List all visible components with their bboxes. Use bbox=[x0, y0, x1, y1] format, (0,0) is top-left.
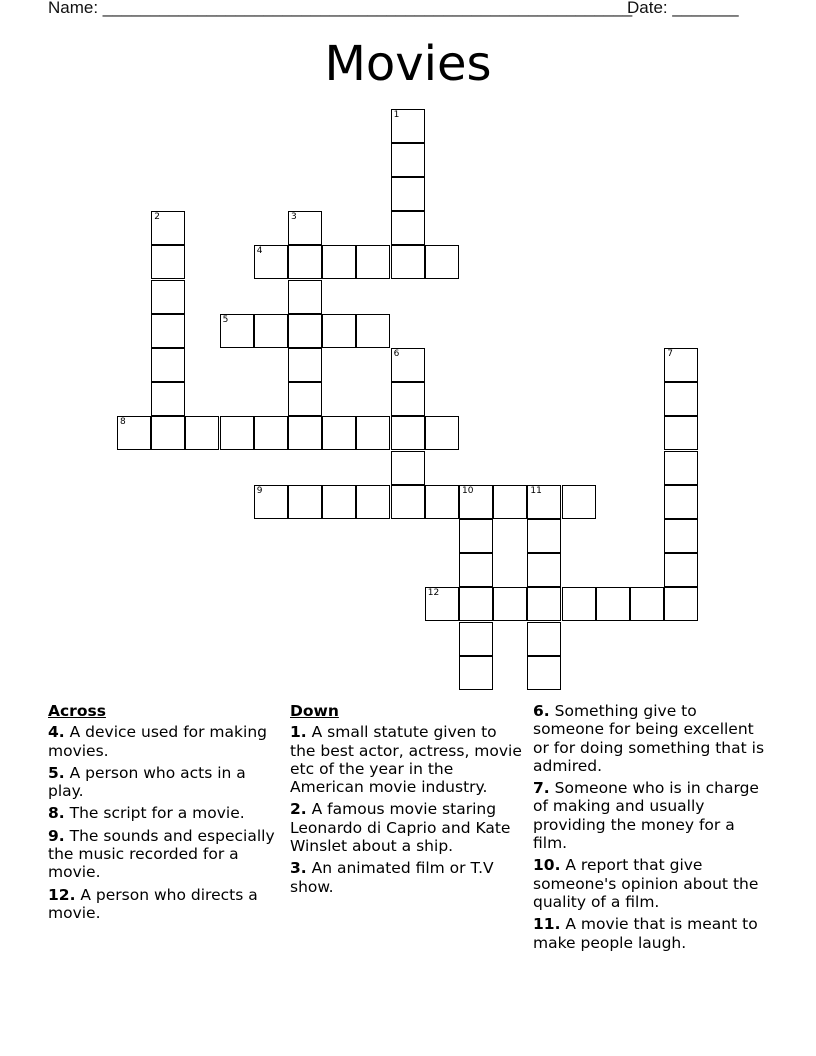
clue-number: 1. bbox=[290, 723, 307, 742]
clue-number: 8. bbox=[48, 804, 65, 823]
crossword-cell[interactable] bbox=[459, 587, 493, 621]
cell-number: 9 bbox=[256, 485, 263, 496]
crossword-cell[interactable] bbox=[391, 211, 425, 245]
cell-number: 12 bbox=[427, 588, 440, 599]
cell-number: 2 bbox=[154, 212, 160, 223]
crossword-cell[interactable] bbox=[664, 485, 698, 519]
crossword-cell[interactable] bbox=[254, 245, 288, 279]
crossword-cell[interactable] bbox=[562, 485, 596, 519]
crossword-cell[interactable] bbox=[391, 382, 425, 416]
crossword-cell[interactable] bbox=[391, 416, 425, 450]
clue-text: The sounds and especially the music recorded for a movie. bbox=[48, 826, 275, 882]
crossword-cell[interactable] bbox=[630, 587, 664, 621]
clue-number: 2. bbox=[290, 800, 307, 819]
crossword-cell[interactable] bbox=[356, 485, 390, 519]
crossword-cell[interactable] bbox=[151, 416, 185, 450]
crossword-cell[interactable] bbox=[391, 245, 425, 279]
crossword-cell[interactable] bbox=[117, 416, 151, 450]
crossword-cell[interactable] bbox=[664, 382, 698, 416]
crossword-cell[interactable] bbox=[527, 587, 561, 621]
clue-text: A report that give someone's opinion about the quality of a film. bbox=[533, 856, 759, 911]
crossword-cell[interactable] bbox=[562, 587, 596, 621]
clue-down-10 bbox=[533, 856, 769, 911]
clue-across-12 bbox=[48, 886, 284, 923]
crossword-cell[interactable] bbox=[151, 245, 185, 279]
date-field[interactable]: Date: _______ bbox=[627, 0, 739, 17]
clue-text: A famous movie staring Leonardo di Caprio and Kate Winslet about a ship. bbox=[290, 800, 511, 856]
clue-text: Someone who is in charge of making and usually providing the money for a film. bbox=[533, 779, 759, 853]
crossword-cell[interactable] bbox=[220, 416, 254, 450]
crossword-cell[interactable] bbox=[459, 519, 493, 553]
crossword-cell[interactable] bbox=[527, 622, 561, 656]
crossword-cell[interactable] bbox=[425, 245, 459, 279]
clue-number: 7. bbox=[533, 779, 550, 798]
crossword-cell[interactable] bbox=[596, 587, 630, 621]
clue-down-3 bbox=[290, 859, 524, 896]
crossword-cell[interactable] bbox=[391, 143, 425, 177]
crossword-cell[interactable] bbox=[322, 485, 356, 519]
crossword-cell[interactable] bbox=[391, 177, 425, 211]
clue-number: 11. bbox=[533, 915, 561, 934]
crossword-cell[interactable] bbox=[664, 348, 698, 382]
crossword-cell[interactable] bbox=[425, 416, 459, 450]
crossword-cell[interactable] bbox=[185, 416, 219, 450]
cell-number: 4 bbox=[256, 246, 263, 257]
crossword-cell[interactable] bbox=[664, 553, 698, 587]
cell-number: 1 bbox=[393, 109, 400, 120]
crossword-cell[interactable] bbox=[391, 348, 425, 382]
crossword-cell[interactable] bbox=[356, 416, 390, 450]
clue-text: An animated film or T.V show. bbox=[290, 859, 494, 896]
crossword-cell[interactable] bbox=[220, 314, 254, 348]
clue-across-9 bbox=[48, 827, 284, 882]
down-heading: Down bbox=[290, 702, 339, 720]
page-title: Movies bbox=[324, 36, 492, 92]
crossword-cell[interactable] bbox=[493, 485, 527, 519]
crossword-cell[interactable] bbox=[288, 280, 322, 314]
crossword-cell[interactable] bbox=[527, 519, 561, 553]
cell-number: 11 bbox=[530, 485, 542, 496]
clue-down-6 bbox=[533, 702, 769, 775]
crossword-cell[interactable] bbox=[254, 485, 288, 519]
crossword-cell[interactable] bbox=[288, 382, 322, 416]
cell-number: 6 bbox=[393, 349, 400, 359]
cell-number: 5 bbox=[222, 314, 229, 325]
crossword-cell[interactable] bbox=[288, 348, 322, 382]
crossword-cell[interactable] bbox=[288, 485, 322, 519]
clue-number: 12. bbox=[48, 885, 76, 904]
cell-number: 7 bbox=[667, 349, 673, 359]
crossword-cell[interactable] bbox=[322, 314, 356, 348]
crossword-cell[interactable] bbox=[459, 622, 493, 656]
clue-down-7 bbox=[533, 779, 769, 852]
clue-down-1 bbox=[290, 723, 524, 796]
clue-text: A movie that is meant to make people laugh. bbox=[533, 915, 758, 952]
down-clues-continued bbox=[533, 702, 769, 956]
clue-number: 3. bbox=[290, 859, 307, 878]
crossword-cell[interactable] bbox=[288, 416, 322, 450]
name-field[interactable]: Name: ________________________________________________________ bbox=[48, 0, 633, 17]
clue-across-5 bbox=[48, 764, 284, 801]
crossword-cell[interactable] bbox=[254, 416, 288, 450]
crossword-cell[interactable] bbox=[391, 485, 425, 519]
clue-down-11 bbox=[533, 915, 769, 952]
crossword-cell[interactable] bbox=[288, 211, 322, 245]
crossword-cell[interactable] bbox=[527, 656, 561, 690]
crossword-cell[interactable] bbox=[459, 656, 493, 690]
clue-across-8 bbox=[48, 804, 284, 822]
crossword-cell[interactable] bbox=[527, 553, 561, 587]
cell-number: 10 bbox=[462, 485, 474, 496]
crossword-cell[interactable] bbox=[459, 553, 493, 587]
clue-number: 9. bbox=[48, 826, 65, 845]
crossword-cell[interactable] bbox=[493, 587, 527, 621]
crossword-cell[interactable] bbox=[664, 451, 698, 485]
crossword-cell[interactable] bbox=[356, 245, 390, 279]
clue-text: A small statute given to the best actor, actress, movie etc of the year in the American movie industry. bbox=[290, 723, 522, 797]
crossword-cell[interactable] bbox=[288, 314, 322, 348]
crossword-cell[interactable] bbox=[664, 416, 698, 450]
crossword-cell[interactable] bbox=[151, 348, 185, 382]
crossword-cell[interactable] bbox=[356, 314, 390, 348]
clue-text: A person who directs a movie. bbox=[48, 885, 258, 922]
across-clues bbox=[48, 702, 284, 926]
clue-number: 4. bbox=[48, 723, 65, 742]
crossword-cell[interactable] bbox=[664, 587, 698, 621]
crossword-cell[interactable] bbox=[391, 109, 425, 143]
clue-text: A device used for making movies. bbox=[48, 723, 267, 760]
crossword-cell[interactable] bbox=[151, 211, 185, 245]
across-heading: Across bbox=[48, 702, 106, 720]
clue-number: 5. bbox=[48, 763, 65, 782]
crossword-cell[interactable] bbox=[527, 485, 561, 519]
clue-down-2 bbox=[290, 800, 524, 855]
clue-text: The script for a movie. bbox=[69, 804, 245, 823]
crossword-cell[interactable] bbox=[664, 519, 698, 553]
down-clues bbox=[290, 702, 524, 900]
crossword-cell[interactable] bbox=[151, 382, 185, 416]
clue-text: Something give to someone for being excellent or for doing something that is admired. bbox=[533, 702, 765, 775]
cell-number: 8 bbox=[120, 417, 126, 428]
crossword-cell[interactable] bbox=[151, 314, 185, 348]
crossword-cell[interactable] bbox=[254, 314, 288, 348]
clue-text: A person who acts in a play. bbox=[48, 763, 246, 801]
clue-number: 10. bbox=[533, 856, 561, 875]
crossword-cell[interactable] bbox=[425, 485, 459, 519]
crossword-cell[interactable] bbox=[459, 485, 493, 519]
crossword-cell[interactable] bbox=[288, 245, 322, 279]
clue-across-4 bbox=[48, 723, 284, 760]
clue-number: 6. bbox=[533, 702, 550, 720]
crossword-cell[interactable] bbox=[391, 451, 425, 485]
crossword-cell[interactable] bbox=[322, 416, 356, 450]
crossword-cell[interactable] bbox=[151, 280, 185, 314]
cell-number: 3 bbox=[291, 212, 297, 223]
crossword-cell[interactable] bbox=[425, 587, 459, 621]
crossword-cell[interactable] bbox=[322, 245, 356, 279]
